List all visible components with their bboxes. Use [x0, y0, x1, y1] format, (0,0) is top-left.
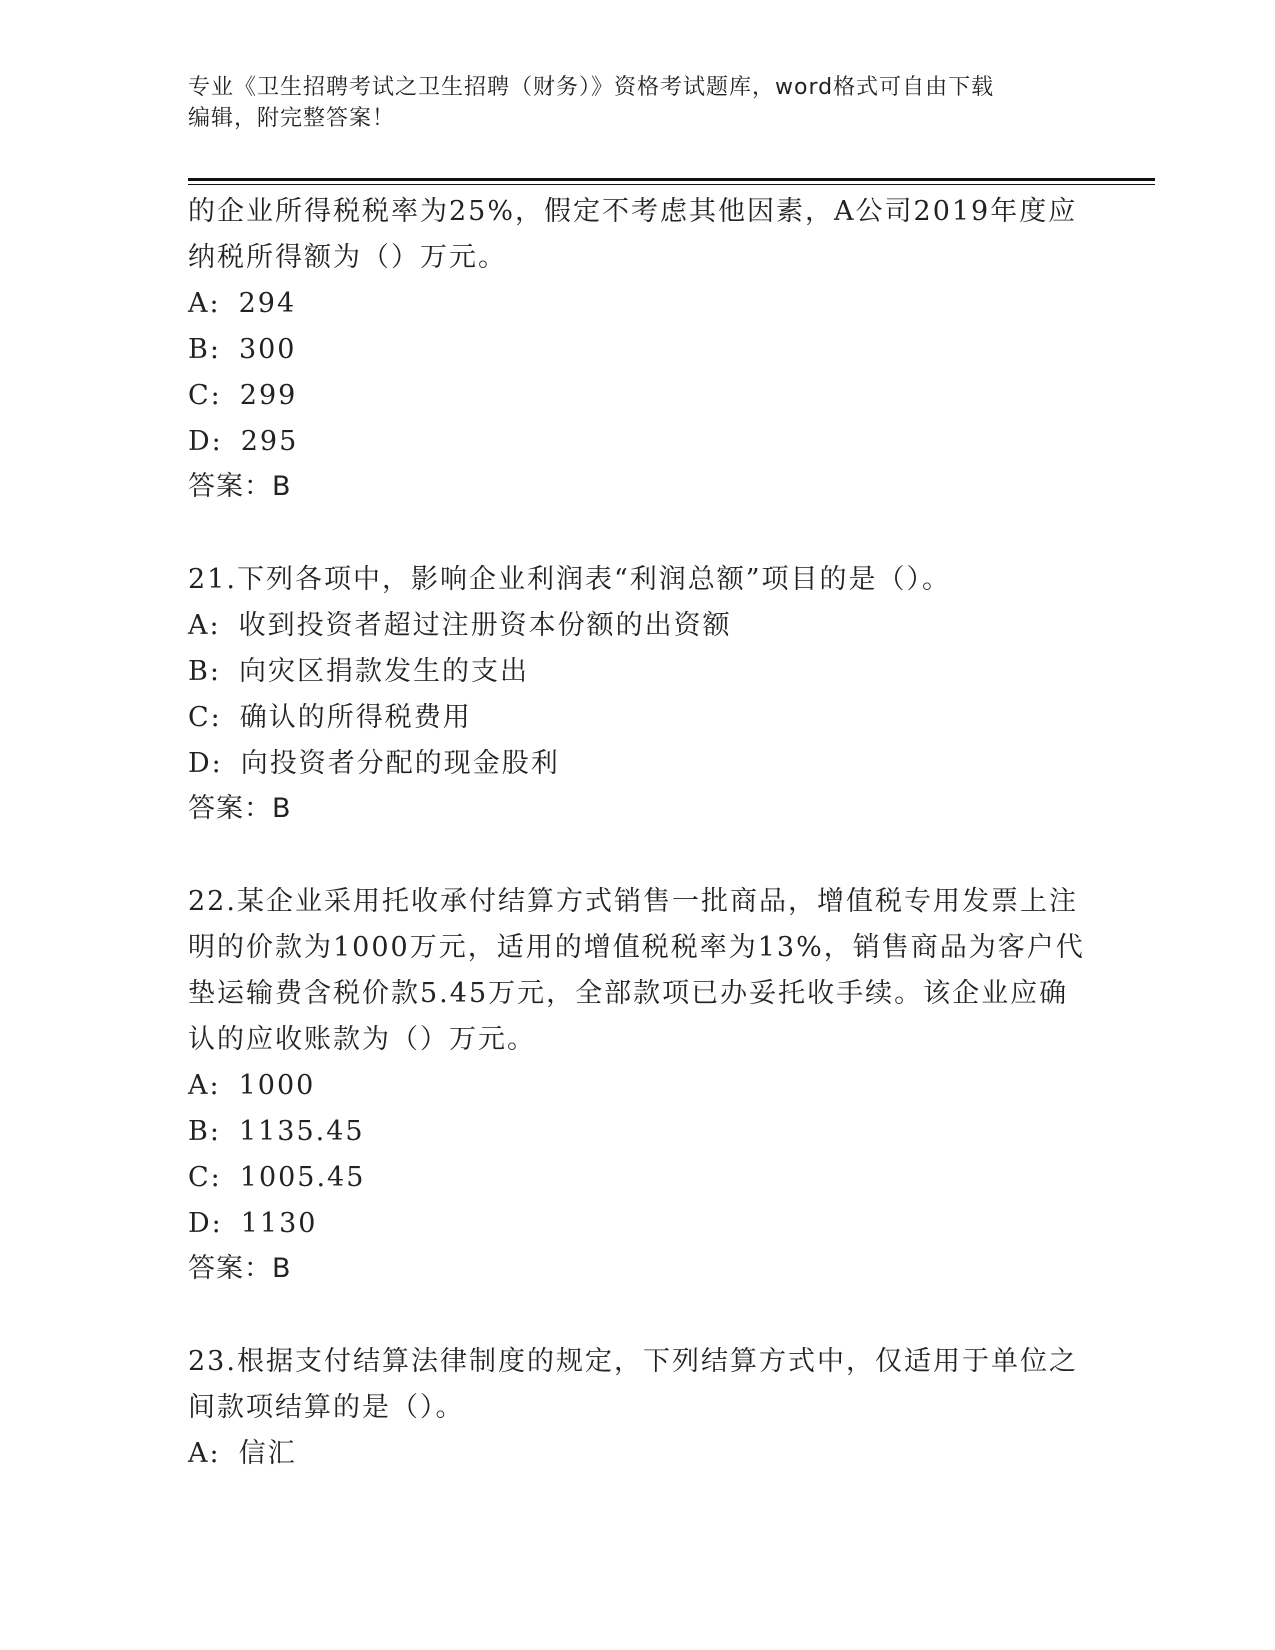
option-key: B:	[188, 334, 221, 365]
option-key: A:	[188, 1438, 221, 1469]
question-text-line: 21.下列各项中，影响企业利润表“利润总额”项目的是（）。	[188, 564, 952, 595]
question-text-line: 垫运输费含税价款5.45万元，全部款项已办妥托收手续。该企业应确	[188, 978, 1069, 1009]
option-text: 299	[239, 380, 298, 411]
option-text: 确认的所得税费用	[239, 702, 472, 733]
option-c	[188, 373, 1088, 419]
option-d	[188, 419, 1088, 465]
option-text: 1000	[238, 1070, 316, 1101]
option-key: C:	[188, 380, 222, 411]
option-a	[188, 1431, 1088, 1477]
option-b	[188, 327, 1088, 373]
question-text-line: 22.某企业采用托收承付结算方式销售一批商品，增值税专用发票上注	[188, 886, 1078, 917]
answer-line: 答案：B	[188, 1253, 292, 1284]
option-a	[188, 281, 1088, 327]
question-text-line: 的企业所得税税率为25%，假定不考虑其他因素，A公司2019年度应	[188, 196, 1078, 227]
option-c	[188, 695, 1088, 741]
option-b	[188, 1109, 1088, 1155]
question-23	[188, 1339, 1088, 1477]
option-key: B:	[188, 1116, 221, 1147]
option-key: D:	[188, 748, 223, 779]
option-a	[188, 603, 1088, 649]
question-21	[188, 557, 1088, 831]
option-key: A:	[188, 610, 221, 641]
option-d	[188, 1201, 1088, 1247]
header-line-1: 专业《卫生招聘考试之卫生招聘（财务）》资格考试题库，word格式可自由下载	[188, 75, 995, 100]
option-text: 1130	[240, 1208, 318, 1239]
option-text: 300	[238, 334, 297, 365]
question-continued	[188, 189, 1088, 509]
option-b	[188, 649, 1088, 695]
option-text: 信汇	[238, 1438, 297, 1469]
option-a	[188, 1063, 1088, 1109]
option-c	[188, 1155, 1088, 1201]
option-d	[188, 741, 1088, 787]
option-text: 向投资者分配的现金股利	[240, 748, 560, 779]
answer-line: 答案：B	[188, 471, 292, 502]
option-text: 294	[238, 288, 297, 319]
header-rule-thin	[188, 184, 1155, 185]
header-rule-thick	[188, 178, 1155, 181]
question-text-line: 认的应收账款为（）万元。	[188, 1024, 536, 1055]
option-key: B:	[188, 656, 221, 687]
page-header	[188, 72, 1068, 134]
option-key: C:	[188, 702, 222, 733]
option-text: 1005.45	[239, 1162, 366, 1193]
question-text-line: 间款项结算的是（）。	[188, 1392, 465, 1423]
option-text: 1135.45	[238, 1116, 365, 1147]
option-text: 收到投资者超过注册资本份额的出资额	[238, 610, 732, 641]
option-key: D:	[188, 1208, 223, 1239]
option-key: A:	[188, 1070, 221, 1101]
document-body	[188, 189, 1088, 1477]
question-text-line: 明的价款为1000万元，适用的增值税税率为13%，销售商品为客户代	[188, 932, 1085, 963]
option-key: D:	[188, 426, 223, 457]
answer-line: 答案：B	[188, 793, 292, 824]
question-text-line: 23.根据支付结算法律制度的规定，下列结算方式中，仅适用于单位之	[188, 1346, 1078, 1377]
option-text: 向灾区捐款发生的支出	[238, 656, 529, 687]
option-key: A:	[188, 288, 221, 319]
question-text-line: 纳税所得额为（）万元。	[188, 242, 507, 273]
option-key: C:	[188, 1162, 222, 1193]
question-22	[188, 879, 1088, 1291]
header-line-2: 编辑，附完整答案！	[188, 106, 396, 131]
option-text: 295	[240, 426, 299, 457]
